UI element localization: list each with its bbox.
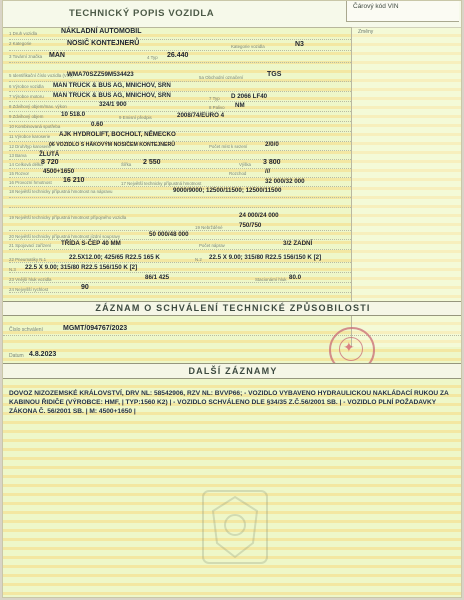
row-divider xyxy=(9,197,351,198)
field-value-rozchod: /// xyxy=(265,168,271,175)
field-label: Šířka xyxy=(121,162,132,167)
field-label: 1 Druh vozidla xyxy=(9,31,38,36)
row-divider xyxy=(9,292,351,293)
stamp-emblem-icon: ✦ xyxy=(343,339,355,355)
field-value-vyrobce-karoserie: AJK HYDROLIFT, BOCHOLT, NĚMECKO xyxy=(59,131,176,138)
extra-records-text: DOVOZ NIZOZEMSKÉ KRÁLOVSTVÍ, DRV NL: 58542906, RZV NL: BVVP66; - VOZIDLO VYBAVENO HYDRAULICKOU NAKLÁDACÍ RUKOU ZA KABINOU ŘIDIČE (VÝROBCE: HMF, | TYP:1560 K2) | - VOZIDLO SCHVÁLENO DLE §34/35 Z.Č.56/2001 SB. | - VOZIDLO PLNÍ POŽADAVKY ZÁKONA Č. 56/2001 SB. | M: 4500+1650 | xyxy=(9,390,449,416)
field-label: 15 Rozvor xyxy=(9,171,30,176)
field-value-obchodni-oznaceni: TGS xyxy=(267,71,282,78)
field-label: N.2 xyxy=(195,257,202,262)
row-divider xyxy=(9,272,351,273)
extra-records-header xyxy=(3,363,462,379)
field-value-vyska: 3 800 xyxy=(263,159,281,166)
field-value-sirka: 2 550 xyxy=(143,159,161,166)
field-label: 22 Pneumatiky N.1 xyxy=(9,257,47,262)
row-divider xyxy=(9,262,351,263)
field-label: 5a Obchodní označení xyxy=(199,75,244,80)
field-label: N.3 xyxy=(9,267,16,272)
field-label: Počet náprav xyxy=(199,243,225,248)
changes-label: Změny xyxy=(358,29,374,35)
field-label: 9 Emisní předpis xyxy=(119,115,152,120)
field-value-kategorie: NOSIČ KONTEJNERŮ xyxy=(67,40,140,47)
field-label: 18 Největší technicky přípustná hmotnost na nápravu xyxy=(9,189,113,194)
extra-records-title: DALŠÍ ZÁZNAMY xyxy=(188,366,278,376)
field-label: 7 Typ xyxy=(209,96,220,101)
field-value-vin: WMA70SZZ59M534423 xyxy=(67,71,134,78)
field-value-delka: 8 720 xyxy=(41,159,59,166)
field-value-vykon: 324/1 900 xyxy=(99,101,127,108)
field-value-spotreba: 0.60 xyxy=(91,121,104,128)
field-value-souprava: 50 000/48 000 xyxy=(149,231,189,238)
field-label: 6 Výrobce vozidla xyxy=(9,84,44,89)
field-label: 13 Barva xyxy=(9,153,27,158)
technical-form xyxy=(9,28,351,346)
field-label: 14 Celková délka xyxy=(9,162,43,167)
row-divider xyxy=(9,39,351,40)
field-value-pocet-naprav: 3/2 ZADNÍ xyxy=(283,240,313,247)
field-value-pneu-2: 22.5 X 9.00; 315/80 R22.5 156/150 K [2] xyxy=(209,254,322,261)
row-divider xyxy=(9,62,351,63)
field-label: 11 Výrobce karoserie xyxy=(9,134,51,139)
field-value-typ: 26.440 xyxy=(167,52,189,59)
row-divider xyxy=(9,282,351,283)
field-label: 10 Kombinovaná spotřeba xyxy=(9,124,61,129)
field-label: 16 Provozní hmotnost xyxy=(9,180,52,185)
field-label: 23 Vnější hluk vozidla xyxy=(9,277,52,282)
field-value-druh: NÁKLADNÍ AUTOMOBIL xyxy=(61,28,142,35)
approval-date-value: 4.8.2023 xyxy=(29,351,57,358)
approval-number-label: Číslo schválení xyxy=(9,327,43,333)
field-value-provozni: 16 210 xyxy=(63,177,85,184)
field-label: Stacionární hluk xyxy=(255,277,287,282)
vin-barcode-label: Čárový kód VIN xyxy=(353,3,399,10)
field-label: 19 Nebržděné xyxy=(195,225,223,230)
field-value-spojovaci: TŘÍDA S-ČEP 40 MM xyxy=(61,240,121,247)
field-value-znacka: MAN xyxy=(49,52,65,59)
field-label: 4 Typ xyxy=(147,55,158,60)
field-value-barva: ŽLUTÁ xyxy=(39,151,60,158)
row-divider xyxy=(9,207,351,208)
field-value-nebrzdene: 750/750 xyxy=(239,222,262,229)
field-label: 19 Největší technicky přípustná hmotnost přípojného vozidla xyxy=(9,215,127,220)
field-label: 7 Výrobce motoru xyxy=(9,94,44,99)
field-label: Počet míst k sezení xyxy=(209,144,248,149)
approval-title: ZÁZNAM O SCHVÁLENÍ TECHNICKÉ ZPŮSOBILOSTI xyxy=(95,303,371,313)
field-value-kategorie-vozidla: N3 xyxy=(295,41,304,48)
field-label: 3 Tovární značka xyxy=(9,54,43,59)
field-value-vyrobce-vozidla: MAN TRUCK & BUS AG, MNICHOV, SRN xyxy=(53,82,171,89)
field-value-mista: 2/0/0 xyxy=(265,141,279,148)
field-value-napravy: 9000/9000; 12500/11500; 12500/11500 xyxy=(173,187,282,194)
field-value-pripojne: 24 000/24 000 xyxy=(239,212,279,219)
field-label: 2 Kategorie xyxy=(9,41,32,46)
field-value-palivo: NM xyxy=(235,102,245,109)
field-value-emise: 2008/74/EURO 4 xyxy=(177,112,225,119)
approval-number-value: MGMT/094767/2023 xyxy=(63,325,128,332)
field-value-stacionarni-hluk: 80.0 xyxy=(289,274,302,281)
changes-column xyxy=(351,27,462,347)
field-value-karoserie: 06 VOZIDLO S HÁKOVÝM NOSIČEM KONTEJNERŮ xyxy=(49,142,175,148)
row-divider xyxy=(9,50,351,51)
field-value-pneu-3: 22.5 X 9.00; 315/80 R22.5 156/150 K [2] xyxy=(25,264,138,271)
field-label: 5 Identifikační číslo vozidla (VIN) xyxy=(9,73,73,78)
field-label: 8 Zdvihový objem/max. výkon xyxy=(9,104,67,109)
field-value-celkova: 32 000/32 000 xyxy=(265,178,305,185)
field-value-objem: 10 518.0 xyxy=(61,111,86,118)
field-value-rychlost: 90 xyxy=(81,284,89,291)
field-label: 17 Největší technicky přípustná hmotnost xyxy=(121,181,202,186)
row-divider xyxy=(3,335,462,336)
document-header xyxy=(3,1,462,28)
row-divider xyxy=(9,101,351,102)
row-divider xyxy=(9,159,351,160)
state-emblem-watermark xyxy=(187,487,283,567)
row-divider xyxy=(9,249,351,250)
document-title: TECHNICKÝ POPIS VOZIDLA xyxy=(69,8,215,19)
field-label: 8 Palivo xyxy=(209,105,225,110)
approval-section-header xyxy=(3,301,462,316)
vin-barcode-box xyxy=(346,1,459,22)
field-label: Kategorie vozidla xyxy=(231,44,265,49)
field-label: 12 Druh/typ karoserie xyxy=(9,144,51,149)
field-value-pneu-1: 22.5X12.00; 425/65 R22.5 165 K xyxy=(69,254,160,261)
row-divider xyxy=(9,121,351,122)
field-label: 9 Zdvihový objem xyxy=(9,114,44,119)
field-label: 24 Nejvyšší rychlost xyxy=(9,287,49,292)
field-value-vyrobce-motoru: MAN TRUCK & BUS AG, MNICHOV, SRN xyxy=(53,92,171,99)
field-label: Výška xyxy=(239,162,251,167)
row-divider xyxy=(9,150,351,151)
approval-date-label: Datum xyxy=(9,353,24,359)
field-label: 20 Největší technicky přípustná hmotnost jízdní soupravy xyxy=(9,234,121,239)
vehicle-document xyxy=(2,0,462,598)
field-value-typ-motoru: D 2066 LF40 xyxy=(231,93,268,100)
field-value-rozvor: 4500+1650 xyxy=(43,168,75,175)
field-label: 21 Spojovací zařízení xyxy=(9,243,52,248)
field-label: Rozchod xyxy=(229,171,247,176)
field-value-hluk: 86/1 425 xyxy=(145,274,170,281)
